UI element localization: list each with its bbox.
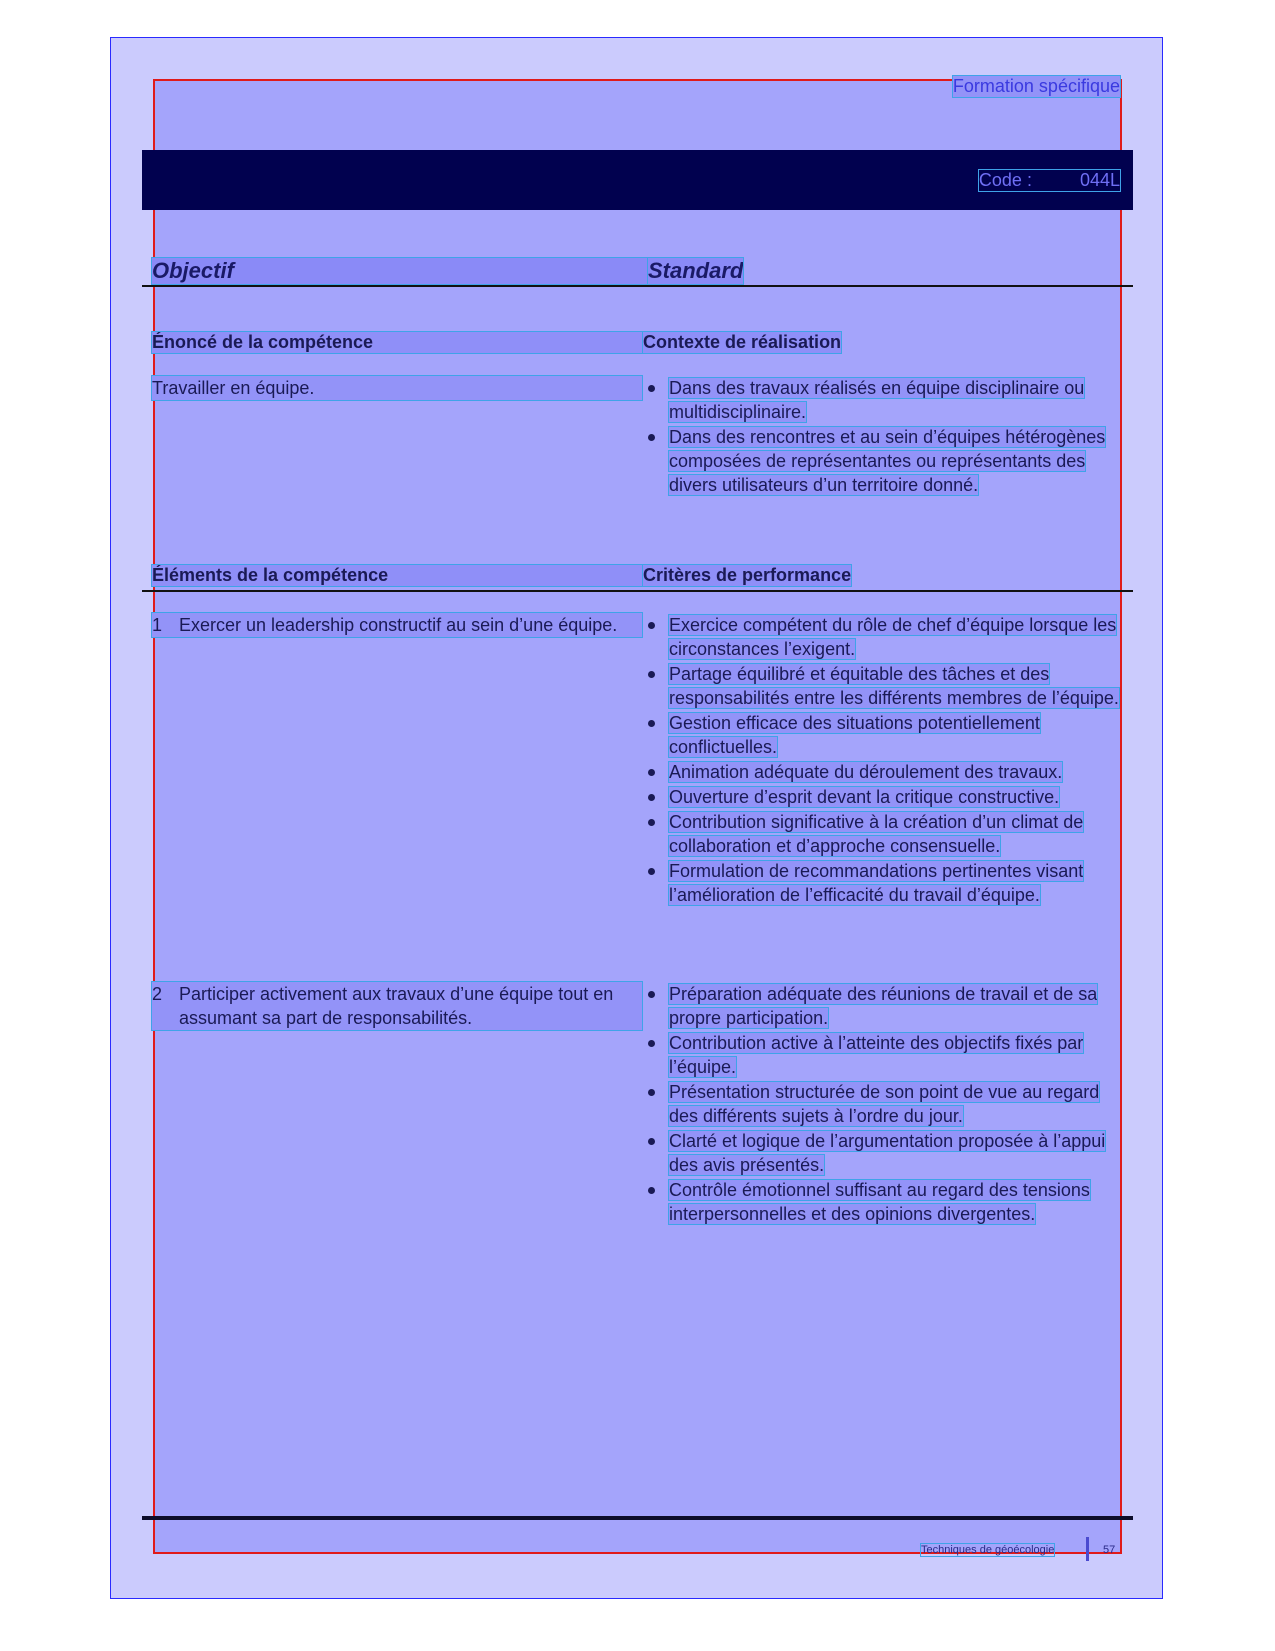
critere-item: Contribution active à l’atteinte des objectifs fixés par l’équipe. — [646, 1031, 1120, 1079]
page-number: 57 — [1103, 1544, 1116, 1556]
section-objectif: Objectif — [152, 258, 652, 284]
code-label — [979, 170, 1120, 191]
element-item-2 — [152, 982, 642, 1030]
elements-rule — [142, 590, 1133, 592]
enonce-heading: Énoncé de la compétence — [152, 332, 642, 353]
critere-item: Contribution significative à la création d’un climat de collaboration et d’approche consensuelle. — [646, 810, 1120, 858]
element-text: Participer activement aux travaux d’une équipe tout en assumant sa part de responsabilités. — [179, 984, 614, 1028]
elements-heading: Éléments de la compétence — [152, 565, 642, 586]
element-text: Exercer un leadership constructif au sein d’une équipe. — [179, 615, 618, 635]
contexte-list — [646, 376, 1120, 498]
footer-rule — [142, 1516, 1133, 1520]
code-prefix: Code : — [978, 170, 1032, 190]
footer-program: Techniques de géoécologie — [921, 1544, 1055, 1556]
critere-item: Gestion efficace des situations potentiellement conflictuelles. — [646, 711, 1120, 759]
critere-item: Partage équilibré et équitable des tâches et des responsabilités entre les différents membres de l’équipe. — [646, 662, 1120, 710]
footer-separator — [1086, 1537, 1089, 1561]
contexte-heading: Contexte de réalisation — [643, 332, 842, 352]
header-label: Formation spécifique — [952, 76, 1120, 96]
critere-item: Formulation de recommandations pertinentes visant l’amélioration de l’efficacité du travail d’équipe. — [646, 859, 1120, 907]
enonce-text: Travailler en équipe. — [152, 376, 642, 400]
criteres-list-1 — [646, 613, 1120, 908]
element-number: 1 — [152, 615, 163, 635]
criteres-heading: Critères de performance — [643, 565, 852, 585]
element-number: 2 — [152, 984, 163, 1004]
element-item-1 — [152, 613, 642, 637]
critere-item: Contrôle émotionnel suffisant au regard des tensions interpersonnelles et des opinions divergentes. — [646, 1178, 1120, 1226]
critere-item: Clarté et logique de l’argumentation proposée à l’appui des avis présentés. — [646, 1129, 1120, 1177]
critere-item: Présentation structurée de son point de vue au regard des différents sujets à l’ordre du jour. — [646, 1080, 1120, 1128]
critere-item: Animation adéquate du déroulement des travaux. — [646, 760, 1120, 784]
section-standard: Standard — [648, 258, 744, 283]
criteres-list-2 — [646, 982, 1120, 1227]
contexte-item: Dans des rencontres et au sein d’équipes hétérogènes composées de représentantes ou représentants des divers utilisateurs d’un territoire donné. — [646, 425, 1120, 497]
critere-item: Ouverture d’esprit devant la critique constructive. — [646, 785, 1120, 809]
contexte-item: Dans des travaux réalisés en équipe disciplinaire ou multidisciplinaire. — [646, 376, 1120, 424]
critere-item: Préparation adéquate des réunions de travail et de sa propre participation. — [646, 982, 1120, 1030]
section-rule — [142, 285, 1133, 287]
code-value: 044L — [1079, 170, 1120, 190]
critere-item: Exercice compétent du rôle de chef d’équipe lorsque les circonstances l’exigent. — [646, 613, 1120, 661]
